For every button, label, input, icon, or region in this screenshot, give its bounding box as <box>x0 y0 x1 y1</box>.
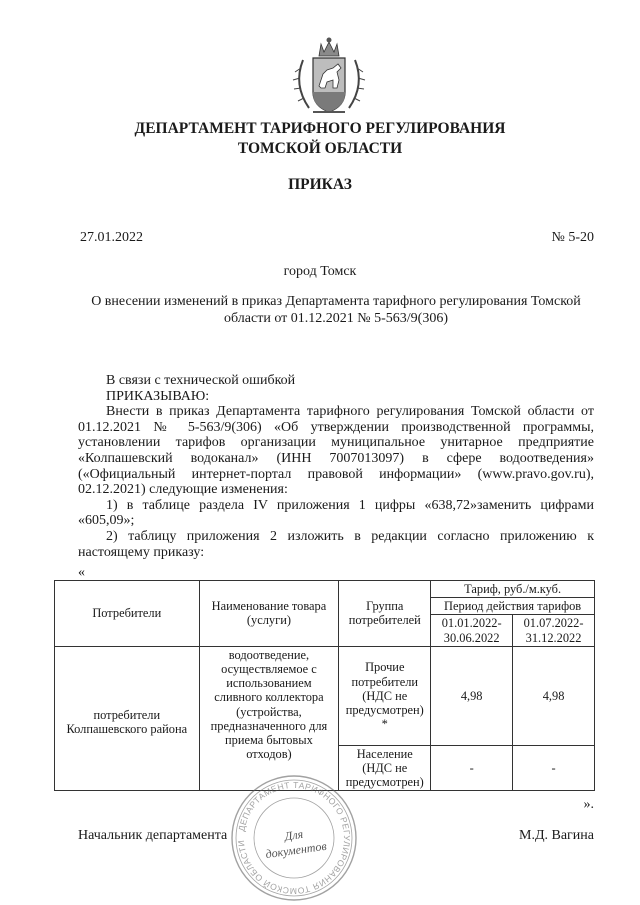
order-body <box>78 373 594 560</box>
header-consumers: Потребители <box>55 581 200 647</box>
paragraph-order: ПРИКАЗЫВАЮ: <box>106 388 210 404</box>
cell-value: - <box>431 745 513 791</box>
quote-open: « <box>78 565 85 580</box>
stamp-center-line-1: Для <box>283 826 304 844</box>
coat-of-arms-emblem <box>283 30 375 122</box>
table-row <box>55 646 595 745</box>
header-product: Наименование товара (услуги) <box>199 581 339 647</box>
paragraph-reason: В связи с технической ошибкой <box>106 373 296 388</box>
paragraph-item-2: 2) таблицу приложения 2 изложить в редакции согласно приложению к настоящему приказу: <box>78 528 594 560</box>
cell-value: 4,98 <box>513 646 595 745</box>
order-number: № 5-20 <box>551 230 594 245</box>
quote-close: ». <box>583 797 594 812</box>
signatory-position: Начальник департамента <box>78 828 228 843</box>
cell-product: водоотведение, осуществляемое с использованием сливного коллектора (устройства, предназначенного для приема бытовых отходов) <box>199 646 339 791</box>
header-period-1: 01.01.2022-30.06.2022 <box>431 615 513 646</box>
signatory-name: М.Д. Вагина <box>519 828 594 843</box>
table-header-row <box>55 581 595 598</box>
city: город Томск <box>283 264 357 279</box>
order-subject: О внесении изменений в приказ Департамента тарифного регулирования Томской области от 01.12.2021 № 5-563/9(306) <box>91 294 581 326</box>
header-period-2: 01.07.2022-31.12.2022 <box>513 615 595 646</box>
cell-group-other: Прочие потребители (НДС не предусмотрен) * <box>339 646 431 745</box>
tariff-table <box>54 580 595 791</box>
cell-value: 4,98 <box>431 646 513 745</box>
header-group: Группа потребителей <box>339 581 431 647</box>
cell-value: - <box>513 745 595 791</box>
cell-group-population: Население (НДС не предусмотрен) <box>339 745 431 791</box>
organization-name-region: ТОМСКОЙ ОБЛАСТИ <box>237 140 403 157</box>
organization-name: ДЕПАРТАМЕНТ ТАРИФНОГО РЕГУЛИРОВАНИЯ <box>134 120 506 137</box>
stamp-ring-text: ДЕПАРТАМЕНТ ТАРИФНОГО РЕГУЛИРОВАНИЯ ТОМСКОЙ ОБЛАСТИ <box>235 779 353 897</box>
header-tariff: Тариф, руб./м.куб. <box>431 581 595 598</box>
header-period: Период действия тарифов <box>431 598 595 615</box>
order-date: 27.01.2022 <box>80 230 143 245</box>
document-type: ПРИКАЗ <box>288 176 352 193</box>
stamp-center-line-2: документов <box>264 838 328 862</box>
paragraph-item-1: 1) в таблице раздела IV приложения 1 цифры «638,72»заменить цифрами «605,09»; <box>78 497 594 529</box>
paragraph-changes: Внести в приказ Департамента тарифного регулирования Томской области от 01.12.2021 № 5-563/9(306) «Об утверждении производственной программы, установлении тарифов организации муниципальное унитарное предприятие «Колпашевский водоканал» (ИНН 7007013097) в сфере водоотведения» («Официальный интернет-портал правовой информации» (www.pravo.gov.ru), 02.12.2021) следующие изменения: <box>78 404 594 498</box>
cell-consumer: потребители Колпашевского района <box>55 646 200 791</box>
